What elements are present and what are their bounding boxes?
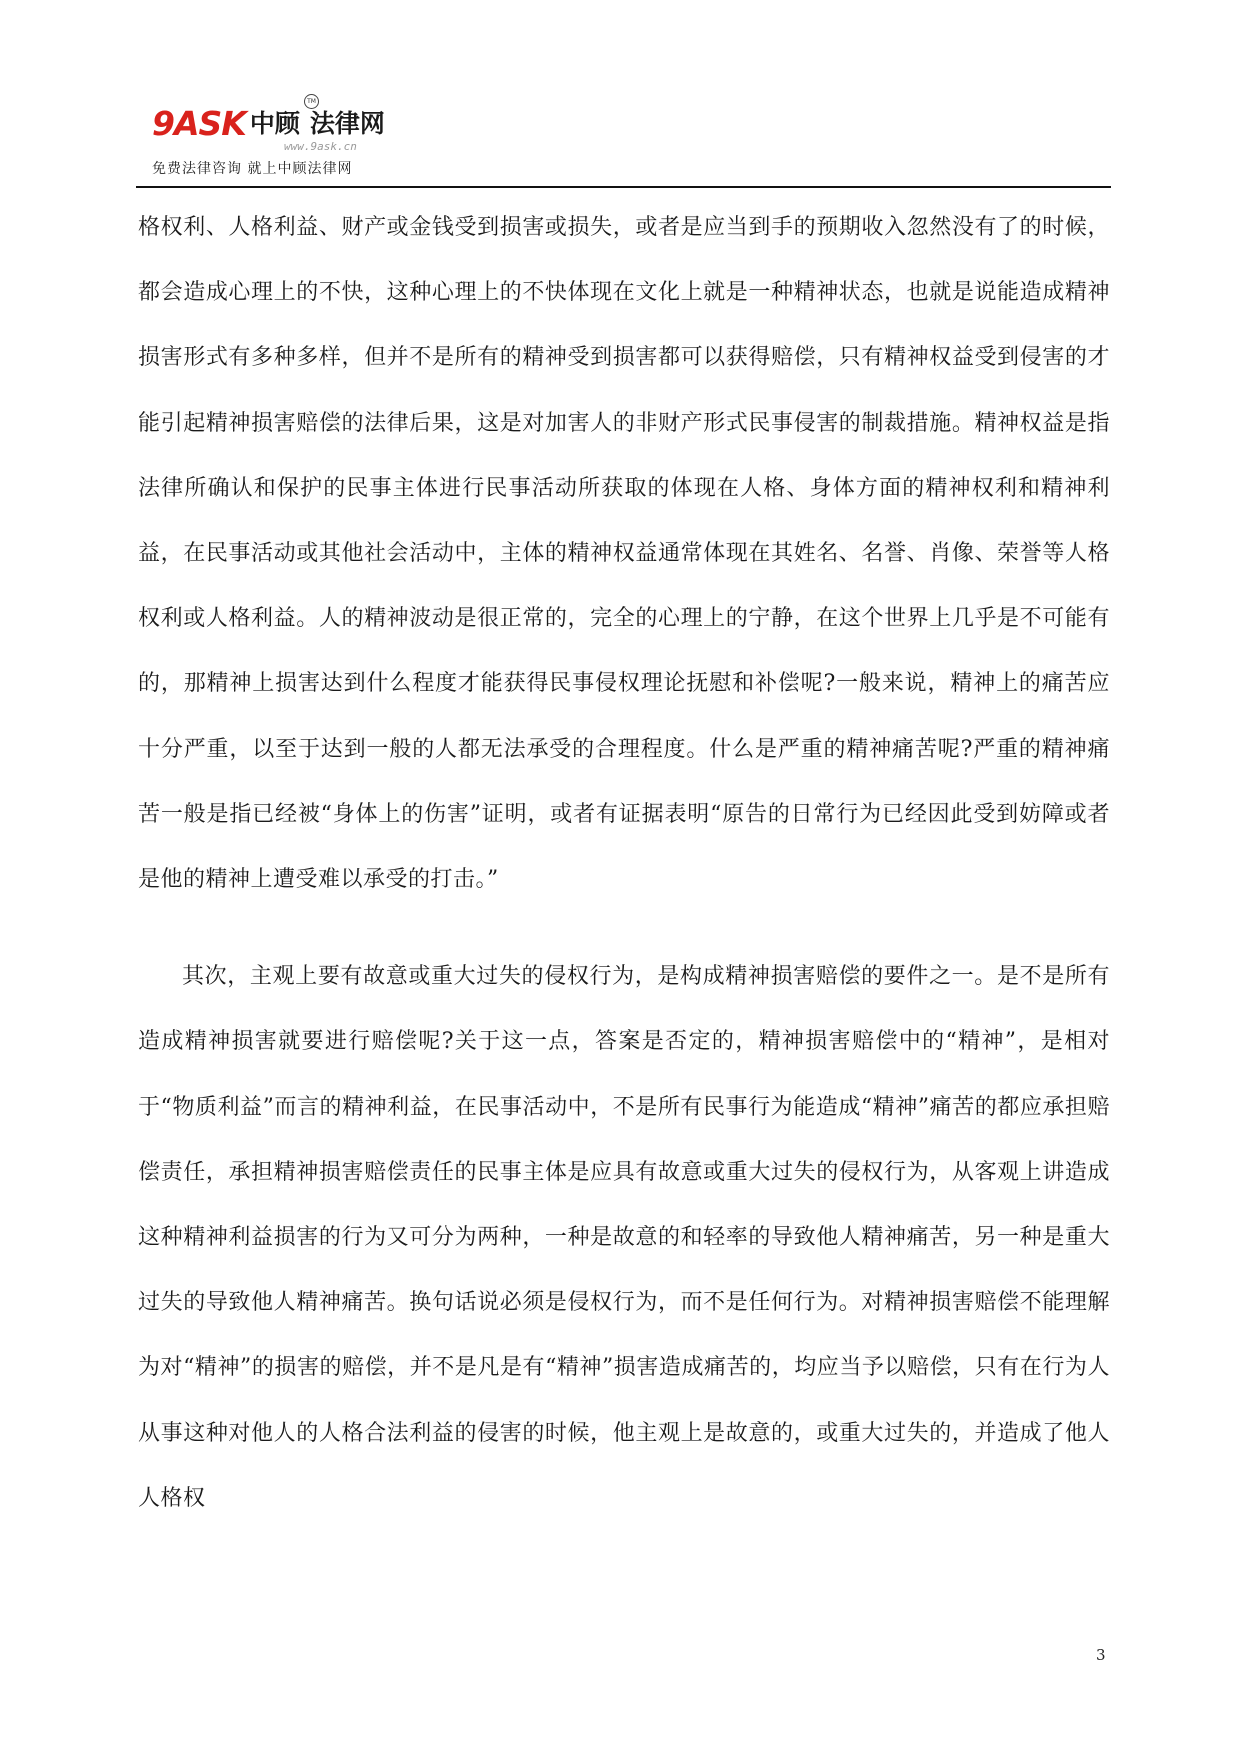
page-header [136,88,1111,188]
document-body [138,195,1110,1531]
logo-brand-text: 中顾 [249,109,300,138]
logo-wordmark [152,104,385,144]
paragraph: 其次，主观上要有故意或重大过失的侵权行为，是构成精神损害赔偿的要件之一。是不是所有造成精神损害就要进行赔偿呢?关于这一点，答案是否定的，精神损害赔偿中的“精神”，是相对于“物质利益”而言的精神利益，在民事活动中，不是所有民事行为能造成“精神”痛苦的都应承担赔偿责任，承担精神损害赔偿责任的民事主体是应具有故意或重大过失的侵权行为，从客观上讲造成这种精神利益损害的行为又可分为两种，一种是故意的和轻率的导致他人精神痛苦，另一种是重大过失的导致他人精神痛苦。换句话说必须是侵权行为，而不是任何行为。对精神损害赔偿不能理解为对“精神”的损害的赔偿，并不是凡是有“精神”损害造成痛苦的，均应当予以赔偿，只有在行为人从事这种对他人的人格合法利益的侵害的时候，他主观上是故意的，或重大过失的，并造成了他人人格权 [138,964,1110,1511]
logo-site-text: 法律网 [309,109,385,138]
site-logo [152,94,412,182]
paragraph: 格权利、人格利益、财产或金钱受到损害或损失，或者是应当到手的预期收入忽然没有了的时候，都会造成心理上的不快，这种心理上的不快体现在文化上就是一种精神状态，也就是说能造成精神损害形式有多种多样，但并不是所有的精神受到损害都可以获得赔偿，只有精神权益受到侵害的才能引起精神损害赔偿的法律后果，这是对加害人的非财产形式民事侵害的制裁措施。精神权益是指法律所确认和保护的民事主体进行民事活动所获取的体现在人格、身体方面的精神权利和精神利益，在民事活动或其他社会活动中，主体的精神权益通常体现在其姓名、名誉、肖像、荣誉等人格权利或人格利益。人的精神波动是很正常的，完全的心理上的宁静，在这个世界上几乎是不可能有的，那精神上损害达到什么程度才能获得民事侵权理论抚慰和补偿呢?一般来说，精神上的痛苦应十分严重，以至于达到一般的人都无法承受的合理程度。什么是严重的精神痛苦呢?严重的精神痛苦一般是指已经被“身体上的伤害”证明，或者有证据表明“原告的日常行为已经因此受到妨障或者是他的精神上遭受难以承受的打击。” [138,215,1110,893]
logo-ask-text: 9ASK [152,104,246,143]
logo-url-text: www.9ask.cn [284,140,357,153]
page-number: 3 [1096,1646,1106,1664]
logo-slogan: 免费法律咨询 就上中顾法律网 [152,161,353,177]
trademark-icon: TM [304,94,319,109]
header-divider [136,186,1111,188]
